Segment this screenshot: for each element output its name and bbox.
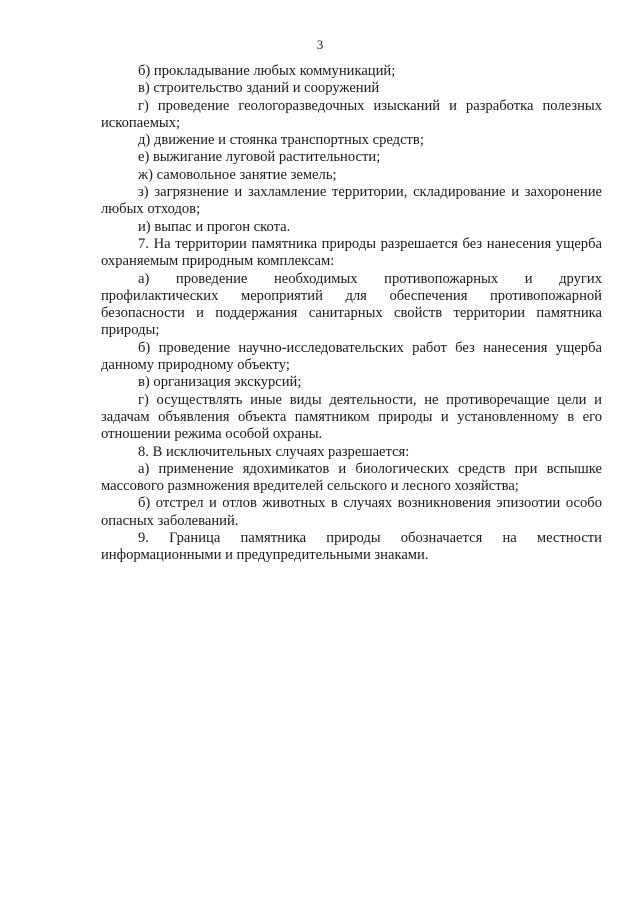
paragraph-8-exceptional-cases: 8. В исключительных случаях разрешается: (138, 443, 410, 460)
paragraph-i-grazing: и) выпас и прогон скота. (138, 218, 291, 235)
paragraph-b-research: б) проведение научно-исследовательских работ без нанесения ущерба данному природному объекту; (101, 339, 602, 374)
paragraph-g-other-activities: г) осуществлять иные виды деятельности, не противоречащие цели и задачам объявления объекта памятником природы и установленному в его отношении режима особой охраны. (101, 391, 602, 443)
paragraph-e-burning-vegetation: е) выжигание луговой растительности; (138, 149, 381, 166)
paragraph-g-geological-survey: г) проведение геологоразведочных изысканий и разработка полезных ископаемых; (101, 97, 602, 131)
paragraph-b-animal-culling: б) отстрел и отлов животных в случаях возникновения эпизоотии особо опасных заболеваний. (101, 495, 602, 529)
paragraph-d-vehicle-traffic: д) движение и стоянка транспортных средств; (138, 132, 424, 149)
paragraph-v-construction: в) строительство зданий и сооружений (138, 80, 380, 97)
paragraph-7-permitted: 7. На территории памятника природы разрешается без нанесения ущерба охраняемым природным комплексам: (101, 235, 602, 270)
paragraph-v-excursions: в) организация экскурсий; (138, 374, 302, 391)
paragraph-z-pollution: з) загрязнение и захламление территории, складирование и захоронение любых отходов; (101, 184, 602, 218)
paragraph-a-pesticides: а) применение ядохимикатов и биологических средств при вспышке массового размножения вредителей сельского и лесного хозяйства; (101, 460, 602, 495)
document-body (101, 63, 602, 565)
page-number: 3 (316, 37, 324, 52)
paragraph-a-fire-prevention: а) проведение необходимых противопожарных и других профилактических мероприятий для обеспечения противопожарной безопасности и поддержания санитарных свойств территории памятника природы; (101, 270, 602, 339)
paragraph-9-boundary-signs: 9. Граница памятника природы обозначается на местности информационными и предупредительными знаками. (101, 530, 602, 564)
paragraph-b-communications: б) прокладывание любых коммуникаций; (138, 63, 396, 79)
paragraph-zh-land-seizure: ж) самовольное занятие земель; (138, 166, 337, 183)
